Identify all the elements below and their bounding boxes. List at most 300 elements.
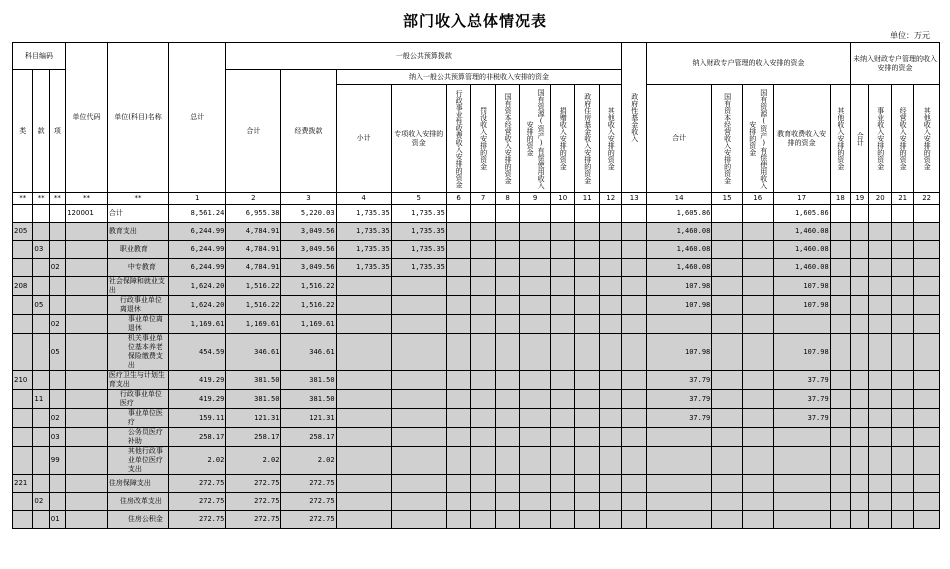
empty-cell bbox=[891, 475, 913, 493]
ns-business-text: 事业收入安排的资金 bbox=[876, 107, 885, 170]
ns-operating-text: 经营收入安排的资金 bbox=[899, 107, 908, 170]
nt-spec-cell bbox=[391, 475, 446, 493]
empty-cell bbox=[742, 493, 773, 511]
empty-cell bbox=[830, 475, 850, 493]
gb-op-cell: 381.50 bbox=[281, 371, 336, 390]
xiang-cell bbox=[49, 493, 65, 511]
code-cell bbox=[66, 511, 108, 529]
name-cell: 其他行政事业单位医疗支出 bbox=[107, 447, 168, 475]
empty-cell bbox=[550, 447, 575, 475]
gb-total-cell: 1,516.22 bbox=[226, 277, 281, 296]
empty-cell bbox=[851, 277, 869, 296]
empty-cell bbox=[712, 277, 743, 296]
name-cell: 住房改革支出 bbox=[107, 493, 168, 511]
empty-cell bbox=[712, 259, 743, 277]
table-row bbox=[13, 428, 940, 447]
column-number-cell: 21 bbox=[891, 193, 913, 205]
empty-cell bbox=[495, 296, 520, 315]
empty-cell bbox=[869, 334, 891, 371]
sa-edu-cell: 107.98 bbox=[773, 334, 830, 371]
kuan-cell bbox=[33, 428, 49, 447]
total-cell: 272.75 bbox=[169, 511, 226, 529]
empty-cell bbox=[520, 241, 551, 259]
empty-cell bbox=[869, 428, 891, 447]
empty-cell bbox=[520, 428, 551, 447]
kuan-cell: 11 bbox=[33, 390, 49, 409]
empty-cell bbox=[851, 493, 869, 511]
sa-total-cell: 37.79 bbox=[646, 390, 711, 409]
kuan-cell bbox=[33, 315, 49, 334]
empty-cell bbox=[550, 296, 575, 315]
empty-cell bbox=[575, 371, 600, 390]
nt-spec-cell: 1,735.35 bbox=[391, 259, 446, 277]
total-cell: 419.29 bbox=[169, 371, 226, 390]
table-row bbox=[13, 315, 940, 334]
empty-cell bbox=[830, 277, 850, 296]
ns-total-text: 合计 bbox=[856, 131, 865, 146]
empty-cell bbox=[575, 511, 600, 529]
empty-cell bbox=[520, 315, 551, 334]
lei-cell bbox=[13, 259, 33, 277]
empty-cell bbox=[851, 205, 869, 223]
column-number-cell: ** bbox=[13, 193, 33, 205]
empty-cell bbox=[520, 277, 551, 296]
sa-edu-cell bbox=[773, 475, 830, 493]
sa-edu-cell bbox=[773, 315, 830, 334]
empty-cell bbox=[742, 241, 773, 259]
code-cell bbox=[66, 277, 108, 296]
column-number-cell: ** bbox=[49, 193, 65, 205]
sa-total-cell bbox=[646, 428, 711, 447]
empty-cell bbox=[575, 447, 600, 475]
empty-cell bbox=[830, 409, 850, 428]
empty-cell bbox=[471, 223, 496, 241]
table-row bbox=[13, 259, 940, 277]
empty-cell bbox=[575, 296, 600, 315]
empty-cell bbox=[575, 334, 600, 371]
empty-cell bbox=[446, 315, 471, 334]
code-cell bbox=[66, 223, 108, 241]
empty-cell bbox=[446, 205, 471, 223]
empty-cell bbox=[575, 409, 600, 428]
empty-cell bbox=[914, 409, 940, 428]
column-number-cell: 18 bbox=[830, 193, 850, 205]
nt-spec-cell bbox=[391, 296, 446, 315]
empty-cell bbox=[914, 493, 940, 511]
lei-cell bbox=[13, 241, 33, 259]
nt-paid-use-text: 国有资源(资产)有偿使用收入安排的资金 bbox=[526, 88, 546, 189]
empty-cell bbox=[742, 409, 773, 428]
nt-sub-cell bbox=[336, 390, 391, 409]
table-body bbox=[13, 205, 940, 529]
column-number-cell: 7 bbox=[471, 193, 496, 205]
kuan-cell bbox=[33, 409, 49, 428]
kuan-cell bbox=[33, 205, 49, 223]
empty-cell bbox=[495, 493, 520, 511]
kuan-cell: 03 bbox=[33, 241, 49, 259]
ns-other-text: 其他收入安排的资金 bbox=[923, 107, 932, 170]
empty-cell bbox=[495, 334, 520, 371]
total-cell: 454.59 bbox=[169, 334, 226, 371]
empty-cell bbox=[599, 241, 622, 259]
empty-cell bbox=[495, 475, 520, 493]
nt-spec-cell: 1,735.35 bbox=[391, 223, 446, 241]
xiang-cell: 02 bbox=[49, 409, 65, 428]
gb-total-cell: 6,955.38 bbox=[226, 205, 281, 223]
empty-cell bbox=[851, 475, 869, 493]
column-number-cell: 11 bbox=[575, 193, 600, 205]
empty-cell bbox=[712, 493, 743, 511]
empty-cell bbox=[599, 259, 622, 277]
empty-cell bbox=[891, 409, 913, 428]
column-number-cell: 9 bbox=[520, 193, 551, 205]
nt-admin-fee-header bbox=[446, 85, 471, 193]
kuan-cell bbox=[33, 371, 49, 390]
empty-cell bbox=[712, 511, 743, 529]
empty-cell bbox=[471, 296, 496, 315]
gb-total-cell: 4,784.91 bbox=[226, 241, 281, 259]
sa-edu-cell: 107.98 bbox=[773, 296, 830, 315]
page-title: 部门收入总体情况表 bbox=[402, 12, 547, 30]
empty-cell bbox=[520, 390, 551, 409]
column-number-cell: 10 bbox=[550, 193, 575, 205]
empty-cell bbox=[869, 447, 891, 475]
table-row bbox=[13, 475, 940, 493]
total-cell: 258.17 bbox=[169, 428, 226, 447]
total-header: 总计 bbox=[169, 43, 226, 193]
nt-spec-cell bbox=[391, 334, 446, 371]
empty-cell bbox=[742, 390, 773, 409]
sa-total-header: 合计 bbox=[646, 85, 711, 193]
empty-cell bbox=[851, 390, 869, 409]
empty-cell bbox=[851, 428, 869, 447]
code-cell bbox=[66, 241, 108, 259]
empty-cell bbox=[471, 277, 496, 296]
lei-cell: 210 bbox=[13, 371, 33, 390]
sa-paid-use-text: 国有资源(资产)有偿使用收入安排的资金 bbox=[748, 88, 768, 189]
empty-cell bbox=[891, 277, 913, 296]
sa-edu-cell: 1,460.08 bbox=[773, 223, 830, 241]
sa-other-header bbox=[830, 85, 850, 193]
kuan-cell: 05 bbox=[33, 296, 49, 315]
xiang-cell: 05 bbox=[49, 334, 65, 371]
nt-sub-cell bbox=[336, 315, 391, 334]
column-number-row bbox=[13, 193, 940, 205]
kuan-cell bbox=[33, 334, 49, 371]
empty-cell bbox=[830, 428, 850, 447]
empty-cell bbox=[742, 259, 773, 277]
nt-donation-header bbox=[550, 85, 575, 193]
empty-cell bbox=[550, 315, 575, 334]
empty-cell bbox=[830, 447, 850, 475]
empty-cell bbox=[891, 428, 913, 447]
gb-total-header: 合计 bbox=[226, 70, 281, 193]
gb-total-cell: 272.75 bbox=[226, 493, 281, 511]
nt-spec-cell bbox=[391, 315, 446, 334]
empty-cell bbox=[599, 409, 622, 428]
empty-cell bbox=[471, 334, 496, 371]
gb-op-cell: 272.75 bbox=[281, 475, 336, 493]
empty-cell bbox=[622, 493, 647, 511]
empty-cell bbox=[622, 205, 647, 223]
name-cell: 住房公积金 bbox=[107, 511, 168, 529]
empty-cell bbox=[851, 371, 869, 390]
nt-sub-cell bbox=[336, 511, 391, 529]
empty-cell bbox=[446, 296, 471, 315]
empty-cell bbox=[830, 511, 850, 529]
column-number-cell: 4 bbox=[336, 193, 391, 205]
nt-spec-cell bbox=[391, 409, 446, 428]
empty-cell bbox=[575, 475, 600, 493]
total-cell: 419.29 bbox=[169, 390, 226, 409]
gb-op-cell: 381.50 bbox=[281, 390, 336, 409]
empty-cell bbox=[575, 241, 600, 259]
empty-cell bbox=[712, 447, 743, 475]
name-cell: 事业单位离退休 bbox=[107, 315, 168, 334]
empty-cell bbox=[851, 259, 869, 277]
gb-total-cell: 4,784.91 bbox=[226, 259, 281, 277]
total-cell: 2.02 bbox=[169, 447, 226, 475]
empty-cell bbox=[446, 511, 471, 529]
empty-cell bbox=[495, 428, 520, 447]
column-number-cell: 12 bbox=[599, 193, 622, 205]
empty-cell bbox=[914, 475, 940, 493]
nt-other-header bbox=[599, 85, 622, 193]
general-budget-header: 一般公共预算拨款 bbox=[226, 43, 622, 70]
nt-spec-cell bbox=[391, 511, 446, 529]
empty-cell bbox=[495, 390, 520, 409]
empty-cell bbox=[869, 409, 891, 428]
lei-cell: 208 bbox=[13, 277, 33, 296]
empty-cell bbox=[742, 428, 773, 447]
empty-cell bbox=[891, 205, 913, 223]
empty-cell bbox=[712, 315, 743, 334]
kuan-cell bbox=[33, 511, 49, 529]
xiang-cell: 01 bbox=[49, 511, 65, 529]
empty-cell bbox=[550, 371, 575, 390]
gb-op-cell: 3,049.56 bbox=[281, 241, 336, 259]
empty-cell bbox=[914, 259, 940, 277]
lei-header: 类 bbox=[13, 70, 33, 193]
empty-cell bbox=[520, 493, 551, 511]
empty-cell bbox=[622, 511, 647, 529]
table-row bbox=[13, 241, 940, 259]
empty-cell bbox=[851, 223, 869, 241]
column-number-cell: 15 bbox=[712, 193, 743, 205]
lei-cell bbox=[13, 428, 33, 447]
gb-op-cell: 1,516.22 bbox=[281, 296, 336, 315]
name-cell: 社会保障和就业支出 bbox=[107, 277, 168, 296]
empty-cell bbox=[830, 390, 850, 409]
sa-total-cell: 107.98 bbox=[646, 296, 711, 315]
column-number-cell: 20 bbox=[869, 193, 891, 205]
empty-cell bbox=[869, 315, 891, 334]
total-cell: 1,624.20 bbox=[169, 296, 226, 315]
empty-cell bbox=[520, 371, 551, 390]
sa-state-capital-header bbox=[712, 85, 743, 193]
nt-other-text: 其他收入安排的资金 bbox=[607, 107, 616, 170]
empty-cell bbox=[599, 493, 622, 511]
empty-cell bbox=[712, 241, 743, 259]
empty-cell bbox=[622, 315, 647, 334]
empty-cell bbox=[712, 475, 743, 493]
empty-cell bbox=[712, 371, 743, 390]
empty-cell bbox=[869, 390, 891, 409]
empty-cell bbox=[471, 409, 496, 428]
code-cell bbox=[66, 409, 108, 428]
empty-cell bbox=[550, 390, 575, 409]
empty-cell bbox=[495, 371, 520, 390]
gb-op-cell: 346.61 bbox=[281, 334, 336, 371]
lei-cell: 221 bbox=[13, 475, 33, 493]
table-header bbox=[13, 43, 940, 193]
empty-cell bbox=[869, 511, 891, 529]
empty-cell bbox=[851, 334, 869, 371]
sa-total-cell bbox=[646, 475, 711, 493]
empty-cell bbox=[599, 315, 622, 334]
code-cell bbox=[66, 390, 108, 409]
gov-fund-text: 政府性基金收入 bbox=[630, 93, 639, 142]
empty-cell bbox=[851, 409, 869, 428]
empty-cell bbox=[851, 447, 869, 475]
total-cell: 272.75 bbox=[169, 493, 226, 511]
empty-cell bbox=[742, 296, 773, 315]
empty-cell bbox=[599, 277, 622, 296]
lei-cell bbox=[13, 205, 33, 223]
xiang-cell bbox=[49, 371, 65, 390]
column-number-cell: ** bbox=[107, 193, 168, 205]
empty-cell bbox=[712, 409, 743, 428]
empty-cell bbox=[599, 223, 622, 241]
empty-cell bbox=[869, 296, 891, 315]
empty-cell bbox=[446, 259, 471, 277]
column-number-cell: 5 bbox=[391, 193, 446, 205]
empty-cell bbox=[891, 334, 913, 371]
empty-cell bbox=[520, 223, 551, 241]
empty-cell bbox=[471, 511, 496, 529]
nt-paid-use-header bbox=[520, 85, 551, 193]
nt-sub-cell bbox=[336, 277, 391, 296]
empty-cell bbox=[914, 241, 940, 259]
empty-cell bbox=[471, 241, 496, 259]
empty-cell bbox=[830, 259, 850, 277]
gb-op-cell: 5,220.03 bbox=[281, 205, 336, 223]
xiang-cell bbox=[49, 390, 65, 409]
nt-subtotal-header: 小计 bbox=[336, 85, 391, 193]
empty-cell bbox=[599, 334, 622, 371]
empty-cell bbox=[622, 428, 647, 447]
empty-cell bbox=[550, 409, 575, 428]
ns-business-header bbox=[869, 85, 891, 193]
empty-cell bbox=[742, 277, 773, 296]
empty-cell bbox=[914, 371, 940, 390]
income-table bbox=[12, 42, 940, 529]
empty-cell bbox=[869, 241, 891, 259]
empty-cell bbox=[446, 334, 471, 371]
empty-cell bbox=[550, 428, 575, 447]
empty-cell bbox=[914, 315, 940, 334]
xiang-cell bbox=[49, 241, 65, 259]
sa-edu-cell: 1,460.08 bbox=[773, 241, 830, 259]
empty-cell bbox=[830, 296, 850, 315]
kuan-cell bbox=[33, 277, 49, 296]
empty-cell bbox=[550, 277, 575, 296]
empty-cell bbox=[914, 296, 940, 315]
empty-cell bbox=[575, 390, 600, 409]
empty-cell bbox=[599, 390, 622, 409]
empty-cell bbox=[520, 409, 551, 428]
sa-total-cell: 37.79 bbox=[646, 409, 711, 428]
nt-sub-cell bbox=[336, 447, 391, 475]
total-cell: 8,561.24 bbox=[169, 205, 226, 223]
nt-spec-cell bbox=[391, 493, 446, 511]
table-row bbox=[13, 223, 940, 241]
empty-cell bbox=[830, 315, 850, 334]
sa-edu-cell: 37.79 bbox=[773, 409, 830, 428]
empty-cell bbox=[830, 371, 850, 390]
sa-edu-cell bbox=[773, 428, 830, 447]
empty-cell bbox=[891, 493, 913, 511]
lei-cell bbox=[13, 390, 33, 409]
kuan-header: 款 bbox=[33, 70, 49, 193]
total-cell: 159.11 bbox=[169, 409, 226, 428]
nt-sub-cell: 1,735.35 bbox=[336, 259, 391, 277]
sa-total-cell bbox=[646, 511, 711, 529]
ns-total-header bbox=[851, 85, 869, 193]
gb-op-cell: 1,516.22 bbox=[281, 277, 336, 296]
empty-cell bbox=[914, 511, 940, 529]
empty-cell bbox=[869, 205, 891, 223]
empty-cell bbox=[712, 428, 743, 447]
name-cell: 住房保障支出 bbox=[107, 475, 168, 493]
table-row bbox=[13, 296, 940, 315]
empty-cell bbox=[712, 390, 743, 409]
empty-cell bbox=[742, 205, 773, 223]
code-cell bbox=[66, 428, 108, 447]
name-cell: 中专教育 bbox=[107, 259, 168, 277]
total-cell: 272.75 bbox=[169, 475, 226, 493]
nt-spec-cell bbox=[391, 390, 446, 409]
empty-cell bbox=[471, 205, 496, 223]
empty-cell bbox=[622, 277, 647, 296]
empty-cell bbox=[622, 259, 647, 277]
empty-cell bbox=[550, 475, 575, 493]
sa-paid-use-header bbox=[742, 85, 773, 193]
empty-cell bbox=[869, 277, 891, 296]
sa-total-cell: 1,460.08 bbox=[646, 259, 711, 277]
kuan-cell bbox=[33, 475, 49, 493]
column-number-cell: ** bbox=[66, 193, 108, 205]
kuan-cell bbox=[33, 223, 49, 241]
empty-cell bbox=[742, 223, 773, 241]
empty-cell bbox=[622, 296, 647, 315]
gb-total-cell: 381.50 bbox=[226, 371, 281, 390]
gb-total-cell: 346.61 bbox=[226, 334, 281, 371]
empty-cell bbox=[891, 447, 913, 475]
nt-donation-text: 捐赠收入安排的资金 bbox=[559, 107, 568, 170]
nontax-group-header: 纳入一般公共预算管理的非税收入安排的资金 bbox=[336, 70, 622, 85]
empty-cell bbox=[830, 493, 850, 511]
empty-cell bbox=[851, 296, 869, 315]
empty-cell bbox=[599, 371, 622, 390]
sa-other-text: 其他收入安排的资金 bbox=[836, 107, 845, 170]
xiang-cell bbox=[49, 277, 65, 296]
lei-cell bbox=[13, 334, 33, 371]
nt-spec-cell bbox=[391, 428, 446, 447]
empty-cell bbox=[495, 205, 520, 223]
nt-fine-header bbox=[471, 85, 496, 193]
empty-cell bbox=[869, 223, 891, 241]
